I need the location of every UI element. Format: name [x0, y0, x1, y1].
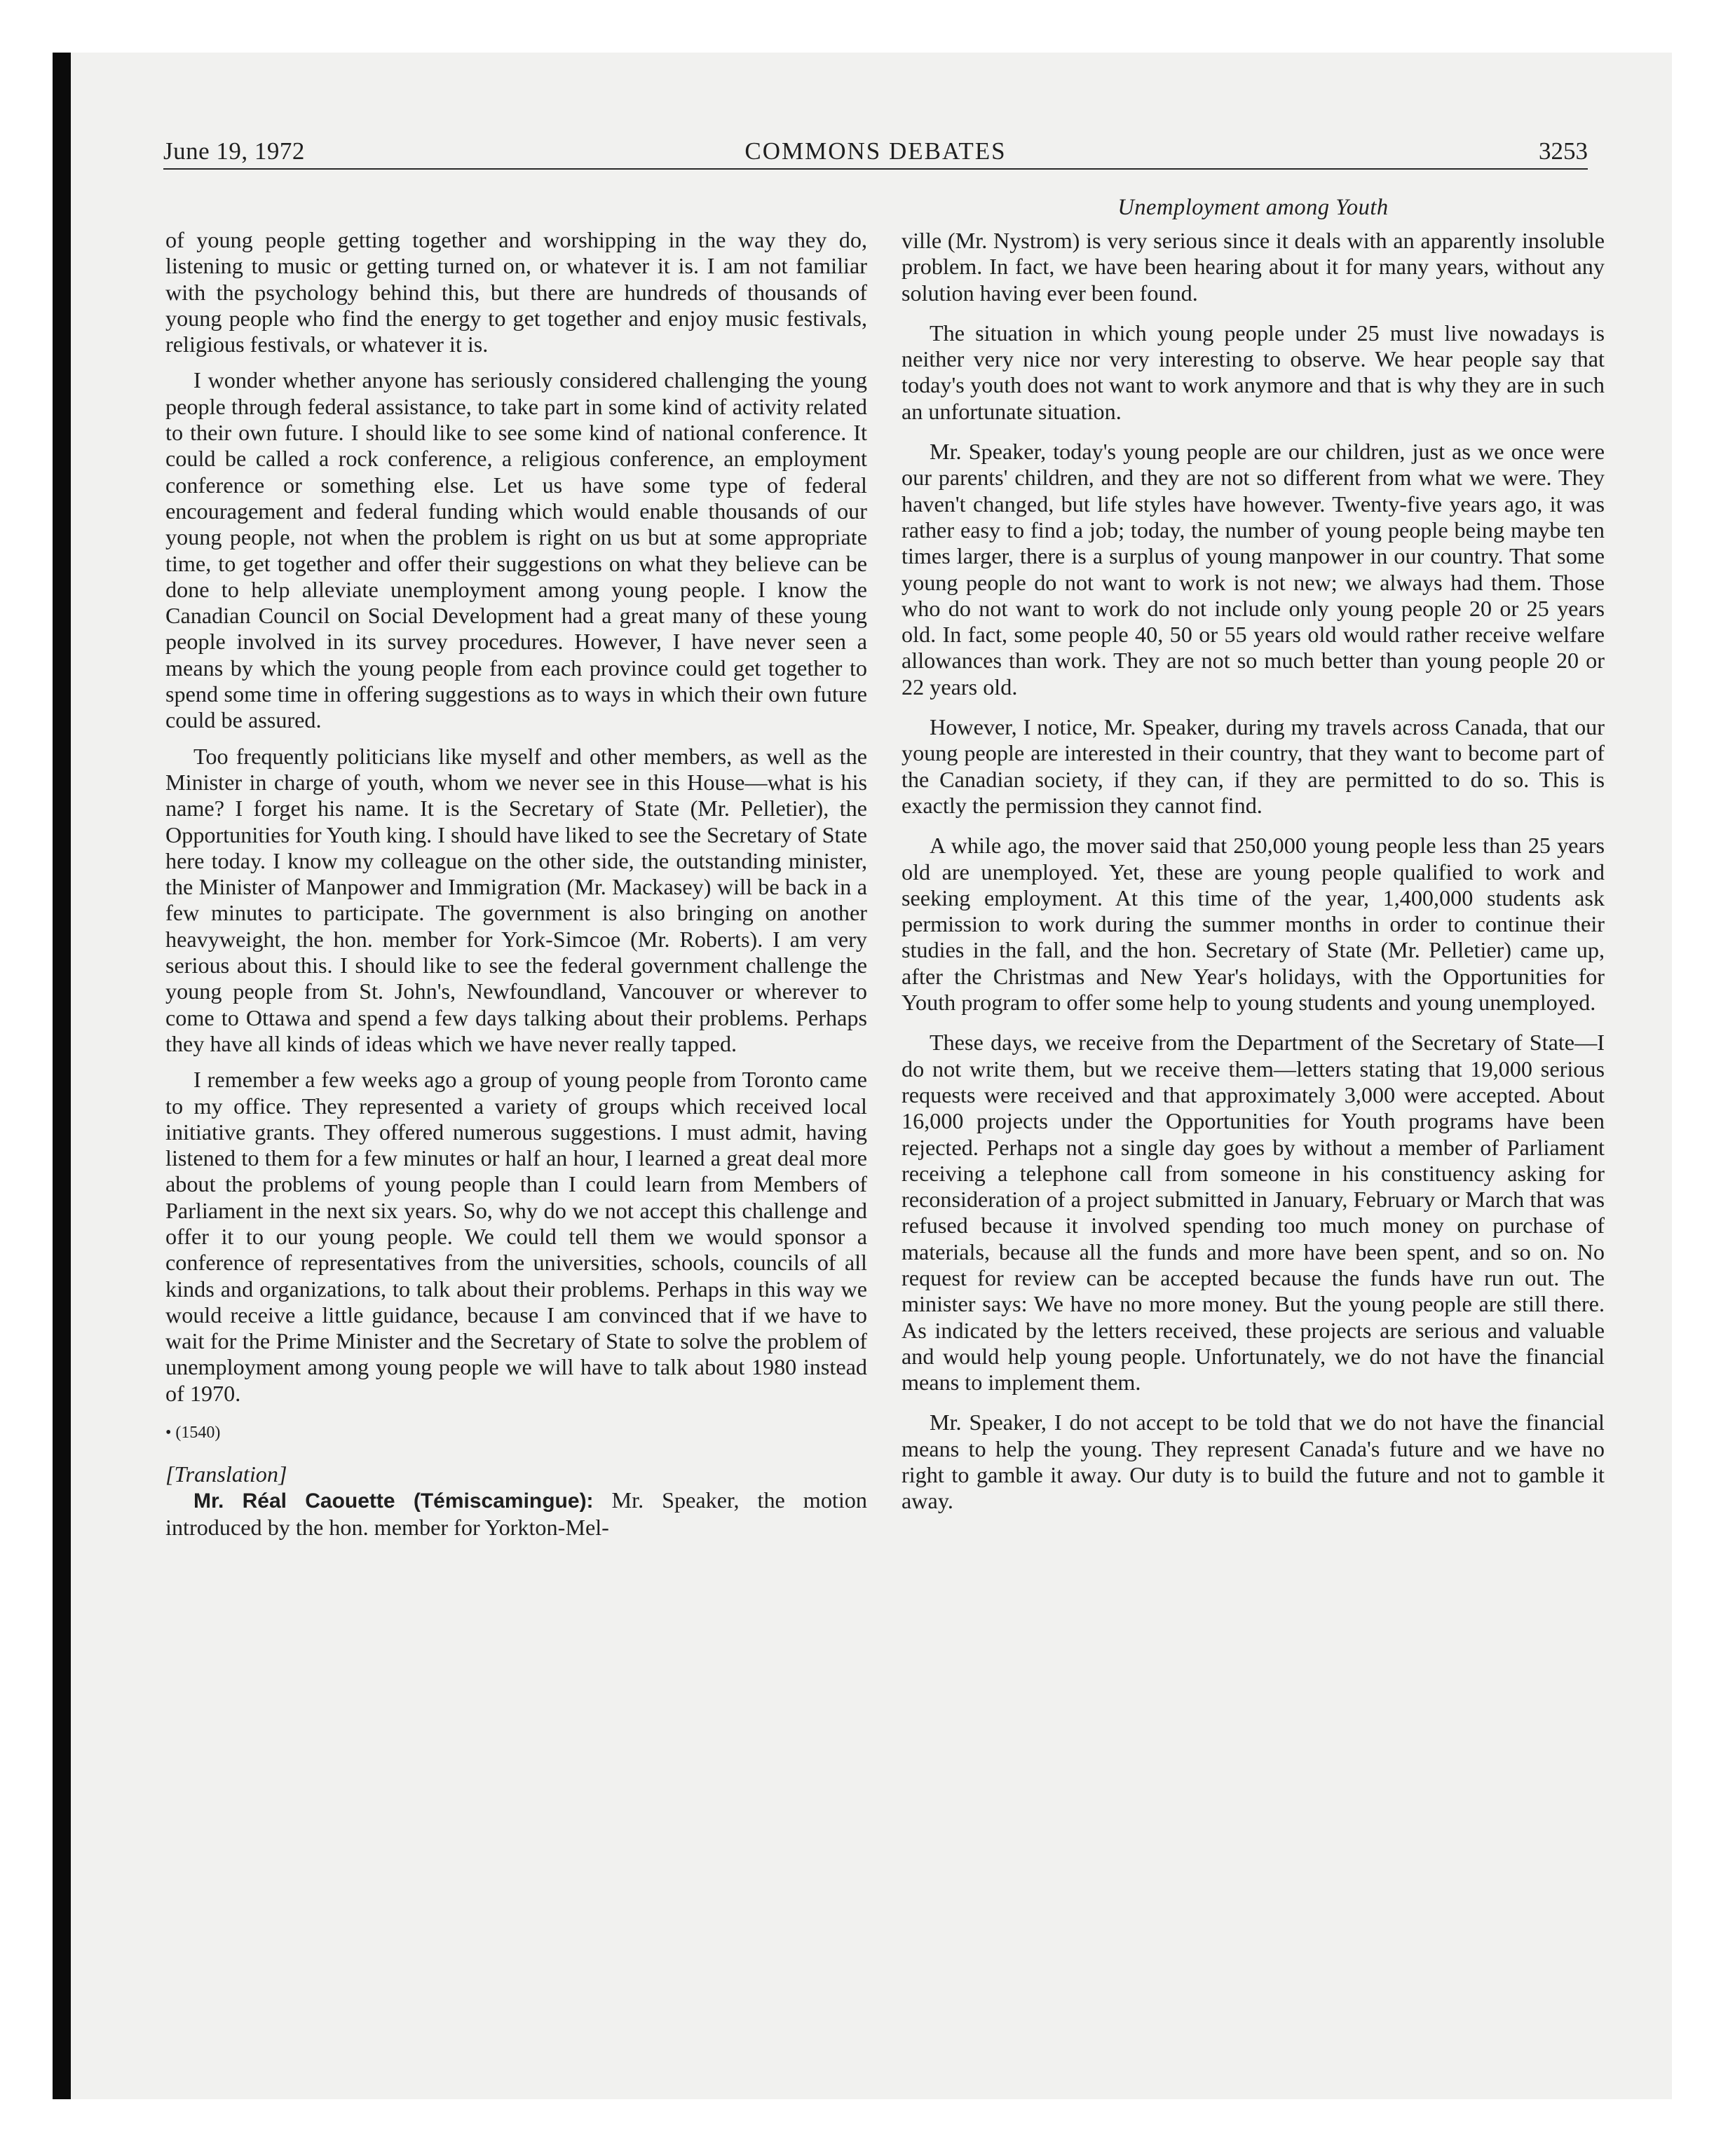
paragraph: A while ago, the mover said that 250,000 young people less than 25 years old are unemployed. Yet, these are young people qualified to work and seeking employment. At this time of the year, 1,400,000 students ask permission to work during the summer months in order to continue their studies in the fall, and the hon. Secretary of State (Mr. Pelletier) came up, after the Christmas and New Year's holidays, with the Opportunities for Youth program to offer some help to young students and young unemployed. — [901, 833, 1605, 1016]
paragraph: The situation in which young people under 25 must live nowadays is neither very nice nor very interesting to observe. We hear people say that today's youth does not want to work anymore and that is why they are in such an unfortunate situation. — [901, 320, 1605, 424]
right-column — [901, 228, 1605, 1515]
paragraph: ville (Mr. Nystrom) is very serious since it deals with an apparently insoluble problem. In fact, we have been hearing about it for many years, without any solution having ever been found. — [901, 228, 1605, 306]
paragraph: I wonder whether anyone has seriously considered challenging the young people through federal assistance, to take part in some kind of activity related to their own future. I should like to see some kind of national conference. It could be called a rock conference, a religious conference, an employment conference or something else. Let us have some type of federal encouragement and federal funding which would enable thousands of our young people, not when the problem is right on us but at some appropriate time, to get together and offer their suggestions on what they believe can be done to help alleviate unemployment among young people. I know the Canadian Council on Social Development had a great many of these young people involved in its survey procedures. However, I have never seen a means by which the young people from each province could get together to spend some time in offering suggestions as to ways in which their own future could be assured. — [165, 367, 867, 733]
header-page-number: 3253 — [1539, 137, 1588, 165]
paragraph: of young people getting together and worshipping in the way they do, listening to music or getting turned on, or whatever it is. I am not familiar with the psychology behind this, but there are hundreds of thousands of young people who find the energy to get together and enjoy music festivals, religious festivals, or whatever it is. — [165, 227, 867, 357]
speaker-paragraph — [165, 1487, 867, 1541]
header-title: COMMONS DEBATES — [744, 137, 1007, 165]
paragraph: Too frequently politicians like myself and other members, as well as the Minister in charge of youth, whom we never see in this House—what is his name? I forget his name. It is the Secretary of State (Mr. Pelletier), the Opportunities for Youth king. I should have liked to see the Secretary of State here today. I know my colleague on the other side, the outstanding minister, the Minister of Manpower and Immigration (Mr. Mackasey) will be back in a few minutes to participate. The government is also bringing on another heavyweight, the hon. member for York-Simcoe (Mr. Roberts). I am very serious about this. I should like to see the federal government challenge the young people from St. John's, Newfoundland, Vancouver or wherever to come to Ottawa and spend a few days talking about their problems. Perhaps they have all kinds of ideas which we have never really tapped. — [165, 743, 867, 1056]
speaker-name: Mr. Réal Caouette (Témiscamingue): — [193, 1489, 594, 1513]
timestamp: • (1540) — [165, 1424, 221, 1442]
page-header — [163, 136, 1588, 170]
running-title: Unemployment among Youth — [1117, 195, 1389, 220]
paragraph: However, I notice, Mr. Speaker, during my travels across Canada, that our young people are interested in their country, that they want to become part of the Canadian society, if they can, if they are permitted to do so. This is exactly the permission they cannot find. — [901, 714, 1605, 818]
speaker-text: Mr. Speaker, the motion introduced by the hon. member for Yorkton-Mel- — [165, 1487, 867, 1540]
paragraph: I remember a few weeks ago a group of young people from Toronto came to my office. They represented a variety of groups which received local initiative grants. They offered numerous suggestions. I must admit, having listened to them for a few minutes or half an hour, I learned a great deal more about the problems of young people than I could learn from Members of Parliament in the next six years. So, why do we not accept this challenge and offer it to our young people. We could tell them we would sponsor a conference of representatives from the universities, schools, councils of all kinds and organizations, to talk about their problems. Perhaps in this way we would receive a little guidance, because I am convinced that if we have to wait for the Prime Minister and the Secretary of State to solve the problem of unemployment among young people we will have to talk about 1980 instead of 1970. — [165, 1067, 867, 1406]
paragraph: These days, we receive from the Department of the Secretary of State—I do not write them, but we receive them—letters stating that 19,000 serious requests were received and that approximately 3,000 were accepted. About 16,000 projects under the Opportunities for Youth programs have been rejected. Perhaps not a single day goes by without a member of Parliament receiving a telephone call from someone in his constituency asking for reconsideration of a project submitted in January, February or March that was refused because it involved spending too much money on purchase of materials, because all the funds and more have been spent, and so on. No request for review can be accepted because the funds have run out. The minister says: We have no more money. But the young people are still there. As indicated by the letters received, these projects are serious and valuable and would help young people. Unfortunately, we do not have the financial means to implement them. — [901, 1030, 1605, 1396]
translation-tag: [Translation] — [165, 1461, 287, 1487]
header-date: June 19, 1972 — [163, 137, 305, 165]
paragraph: Mr. Speaker, today's young people are our children, just as we once were our parents' children, and they are not so different from what we were. They haven't changed, but life styles have however. Twenty-five years ago, it was rather easy to find a job; today, the number of young people being maybe ten times larger, there is a surplus of young manpower in our country. That some young people do not want to work is not new; we always had them. Those who do not want to work do not include only young people 20 or 25 years old. In fact, some people 40, 50 or 55 years old would rather receive welfare allowances than work. They are not so much better than young people 20 or 22 years old. — [901, 439, 1605, 700]
left-column — [165, 227, 867, 1541]
paragraph: Mr. Speaker, I do not accept to be told that we do not have the financial means to help the young. They represent Canada's future and we have no right to gamble it away. Our duty is to build the future and not to gamble it away. — [901, 1410, 1605, 1514]
scan-border-edge — [53, 53, 71, 2099]
